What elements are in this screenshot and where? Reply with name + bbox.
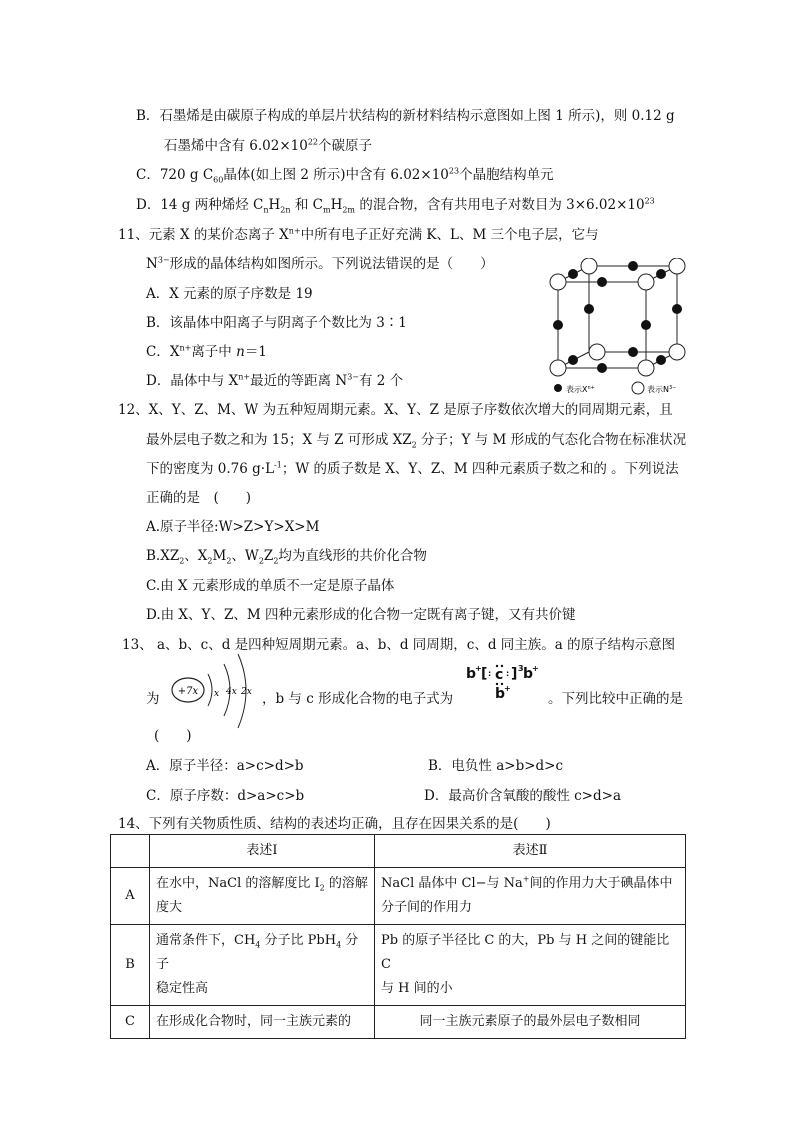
q12-option-c: C.由 X 元素形成的单质不一定是原子晶体	[146, 578, 395, 594]
svg-text:3: 3	[518, 664, 524, 673]
table-row	[111, 868, 686, 925]
table-header-i: 表述Ⅰ	[150, 835, 375, 868]
q12-option-b: $B.XZ_2$、$X_2M_2$、$W_2Z_2$均为直线形的共价化合物	[146, 548, 427, 566]
q14-stem: 14、下列有关物质性质、结构的表述均正确，且存在因果关系的是( )	[118, 816, 551, 832]
svg-text:]: ]	[511, 666, 518, 682]
q11-option-c: C．$X^{n+}$离子中 n＝1	[146, 343, 267, 360]
svg-text:+: +	[475, 664, 482, 673]
row-key: C	[111, 1006, 150, 1039]
row-cell-ii: Pb 的原子半径比 C 的大，Pb 与 H 之间的键能比 C 与 H 间的小	[375, 925, 686, 1006]
svg-text:b: b	[495, 686, 506, 702]
q11-option-a: A．X 元素的原子序数是 19	[146, 286, 313, 302]
q14-table	[110, 834, 686, 1039]
atom-structure-diagram	[168, 652, 260, 732]
table-header-ii: 表述Ⅱ	[375, 835, 686, 868]
table-row	[111, 925, 686, 1006]
q10-option-b-line2: 石墨烯中含有 $6.02\times 10^{22}$个碳原子	[164, 137, 373, 154]
svg-text:+: +	[504, 684, 511, 693]
legend-black-label: 表示$X^{n+}$	[566, 385, 595, 394]
row-cell-i: 通常条件下，$CH_4$ 分子比 PbH$_4$ 分子 稳定性高	[150, 925, 375, 1006]
row-cell-ii: NaCl 晶体中 Cl−与 Na+间的作用力大于碘晶体中 分子间的作用力	[375, 868, 686, 925]
q10-option-c: C．720 g $C_{60}$晶体(如上图 2 所示)中含有 $6.02\times 10^{23}$个晶胞结构单元	[136, 166, 554, 185]
row-cell-i: 在水中，NaCl 的溶解度比 $I_2$ 的溶解 度大	[150, 868, 375, 925]
q13-stem-line2b: 。下列比较中正确的是	[548, 691, 683, 707]
q13-option-c: C．原子序数：d>a>c>b	[146, 788, 305, 804]
svg-text:c: c	[495, 667, 504, 683]
q10-option-b-line1: B．石墨烯是由碳原子构成的单层片状结构的新材料结构示意图如上图 1 所示)，则 0.12 g	[136, 108, 675, 124]
q10-option-d: D．14 g 两种烯烃 $C_nH_{2n}$ 和 $C_mH_{2m}$ 的混合物，含有共用电子对数目为 $3\times 6.02\times 10^{23}$	[136, 196, 655, 215]
q13-option-d: D．最高价含氧酸的酸性 c>d>a	[424, 788, 621, 804]
q11-option-b: B．该晶体中阳离子与阴离子个数比为 3∶1	[146, 315, 407, 331]
q13-stem-line1: 13、 a、b、c、d 是四种短周期元素。a、b、d 同周期，c、d 同主族。a 的原子结构示意图	[122, 637, 676, 653]
row-cell-i: 在形成化合物时，同一主族元素的	[150, 1006, 375, 1039]
table-header-row	[111, 835, 686, 868]
q13-option-b: B．电负性 a>b>d>c	[428, 758, 564, 774]
svg-text:+: +	[532, 664, 539, 673]
q13-option-a: A．原子半径：a>c>d>b	[146, 758, 304, 774]
q11-option-d: D．晶体中与 $X^{n+}$最近的等距离 $N^{3-}$有 2 个	[146, 372, 404, 389]
shell3-label: 2x	[241, 687, 252, 697]
shell2-label: 4x	[226, 687, 237, 697]
q12-option-a: A.原子半径:W>Z>Y>X>M	[146, 519, 320, 535]
svg-text:b: b	[466, 666, 477, 682]
row-key: A	[111, 868, 150, 925]
q11-stem-line2: $N^{3-}$形成的晶体结构如图所示。下列说法错误的是（ ）	[146, 255, 494, 272]
legend-white-label: 表示$N^{3-}$	[647, 385, 677, 394]
svg-text::: :	[488, 669, 492, 678]
q12-stem-line1: 12、X、Y、Z、M、W 为五种短周期元素。X、Y、Z 是原子序数依次增大的同周期元素，且	[118, 402, 673, 418]
svg-text::: :	[506, 669, 510, 678]
q12-stem-line3: 下的密度为 0.76 $g\cdot L^{-1}$；W 的质子数是 X、Y、Z、M 四种元素质子数之和的 。下列说法	[146, 460, 679, 477]
q12-stem-line2: 最外层电子数之和为 15；X 与 Z 可形成 $XZ_2$ 分子；Y 与 M 形成的气态化合物在标准状况	[146, 432, 687, 450]
svg-text:b: b	[523, 666, 534, 682]
nucleus-label: +7x	[177, 686, 199, 697]
row-key: B	[111, 925, 150, 1006]
table-header-key	[111, 835, 150, 868]
crystal-structure-figure	[546, 258, 691, 398]
svg-text:[: [	[481, 666, 488, 682]
q12-stem-line4: 正确的是 ( )	[146, 490, 252, 506]
q13-wei: 为	[146, 691, 160, 707]
table-row	[111, 1006, 686, 1039]
shell1-label: x	[214, 689, 220, 699]
q13-paren: ( )	[154, 728, 192, 744]
q13-stem-line2: ，b 与 c 形成化合物的电子式为	[262, 691, 454, 707]
q11-stem-line1: 11、元素 X 的某价态离子 $X^{n+}$中所有电子正好充满 K、L、M 三个电子层，它与	[118, 226, 599, 243]
q12-option-d: D.由 X、Y、Z、M 四种元素形成的化合物一定既有离子键，又有共价键	[146, 607, 576, 623]
electron-dot-formula	[462, 662, 552, 706]
row-cell-ii: 同一主族元素原子的最外层电子数相同	[375, 1006, 686, 1039]
